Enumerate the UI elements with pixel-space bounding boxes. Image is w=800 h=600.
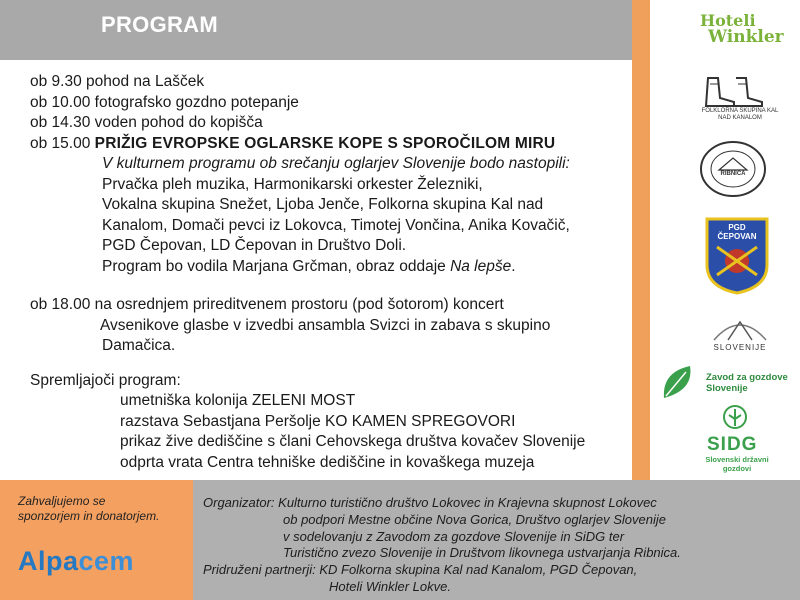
organizer-line: Organizator: Kulturno turistično društvo Lokovec in Krajevna skupnost Lokovec	[203, 495, 657, 510]
organizer-line: v sodelovanju z Zavodom za gozdove Slovenije in SiDG ter	[283, 528, 625, 544]
side-program-item: umetniška kolonija ZELENI MOST	[120, 392, 356, 409]
highlight-event: PRIŽIG EVROPSKE OGLARSKE KOPE S SPOROČILOM MIRU	[94, 134, 556, 152]
oglarji-logo-icon	[710, 308, 770, 344]
side-program-item: prikaz žive dediščine s člani Cehovskega društva kovačev Slovenije	[120, 433, 586, 450]
culture-line: Prvačka pleh muzika, Harmonikarski orkester Železniki,	[102, 175, 483, 193]
culture-intro: V kulturnem programu ob srečanju oglarjev Slovenije bodo nastopili:	[102, 155, 570, 172]
zavod-logo-text	[706, 372, 788, 394]
sidg-subtitle: Slovenski državni gozdovi	[705, 455, 769, 473]
zavod-leaf-icon	[660, 364, 702, 402]
sidg-tree-icon	[722, 404, 748, 430]
concert-line: ob 18.00 na osrednjem prireditvenem prostoru (pod šotorom) koncert	[30, 296, 504, 313]
alpacem-text-2: cem	[78, 546, 135, 576]
zavod-text-1: Zavod za gozdove	[706, 372, 788, 383]
culture-line: PGD Čepovan, LD Čepovan in Društvo Doli.	[102, 237, 407, 254]
folklore-boots-icon	[700, 74, 770, 110]
partners-line: Hoteli Winkler Lokve.	[329, 578, 451, 594]
host-line	[30, 257, 630, 278]
program-body	[30, 72, 630, 473]
side-program-item: odprta vrata Centra tehniške dediščine in kovaškega muzeja	[120, 453, 535, 471]
schedule-line: ob 10.00 fotografsko gozdno potepanje	[30, 93, 299, 111]
partners-line: Pridruženi partnerji: KD Folkorna skupina Kal nad Kanalom, PGD Čepovan,	[203, 562, 638, 578]
schedule-line: ob 14.30 voden pohod do kopišča	[30, 114, 263, 131]
organizer-line: Turistično zvezo Slovenije in Društvom likovnega ustvarjanja Ribnica.	[283, 545, 681, 561]
ribnica-seal-icon	[699, 140, 767, 198]
ribnica-caption: RIBNICA	[720, 171, 746, 177]
header-bar	[0, 0, 632, 60]
zavod-text-2: Slovenije	[706, 383, 748, 394]
oglarji-caption: SLOVENIJE	[713, 343, 767, 352]
concert-line: Avsenikove glasbe v izvedbi ansambla Svizci in zabava s skupino	[100, 316, 551, 334]
culture-line: Kanalom, Domači pevci iz Lokovca, Timotej Vončina, Anika Kovačič,	[102, 216, 570, 234]
alpacem-logo	[18, 546, 134, 577]
host-suffix: .	[511, 257, 516, 275]
side-program-title: Spremljajoči program:	[30, 371, 181, 389]
organizer-block	[203, 495, 681, 596]
culture-line: Vokalna skupina Snežet, Ljoba Jenče, Folkorna skupina Kal nad	[102, 196, 544, 213]
sidg-logo-text: SIDG	[707, 434, 758, 455]
thanks-text	[18, 494, 159, 524]
page-title: PROGRAM	[101, 12, 218, 37]
pgd-caption: PGD ČEPOVAN	[717, 223, 757, 241]
show-name: Na lepše	[450, 257, 512, 275]
winkler-text-2: Winkler	[708, 27, 784, 47]
organizer-line: ob podpori Mestne občine Nova Gorica, Društvo oglarjev Slovenije	[283, 511, 666, 527]
schedule-time: ob 15.00	[30, 134, 95, 152]
side-program-item: razstava Sebastjana Peršolje KO KAMEN SPREGOVORI	[120, 412, 516, 430]
thanks-line-1: Zahvaljujemo se	[18, 494, 106, 508]
folklore-caption: FOLKLORNA SKUPINA KAL NAD KANALOM	[701, 108, 779, 121]
schedule-line: ob 9.30 pohod na Lašček	[30, 73, 205, 90]
winkler-text-1: Hoteli	[700, 11, 756, 30]
schedule-line-highlight	[30, 134, 630, 155]
hoteli-winkler-logo	[700, 12, 784, 46]
concert-line: Damačica.	[102, 337, 176, 354]
thanks-line-2: sponzorjem in donatorjem.	[18, 509, 160, 523]
orange-strip	[632, 0, 650, 480]
alpacem-text-1: Alpa	[18, 546, 79, 576]
host-text: Program bo vodila Marjana Grčman, obraz oddaje	[102, 257, 451, 275]
